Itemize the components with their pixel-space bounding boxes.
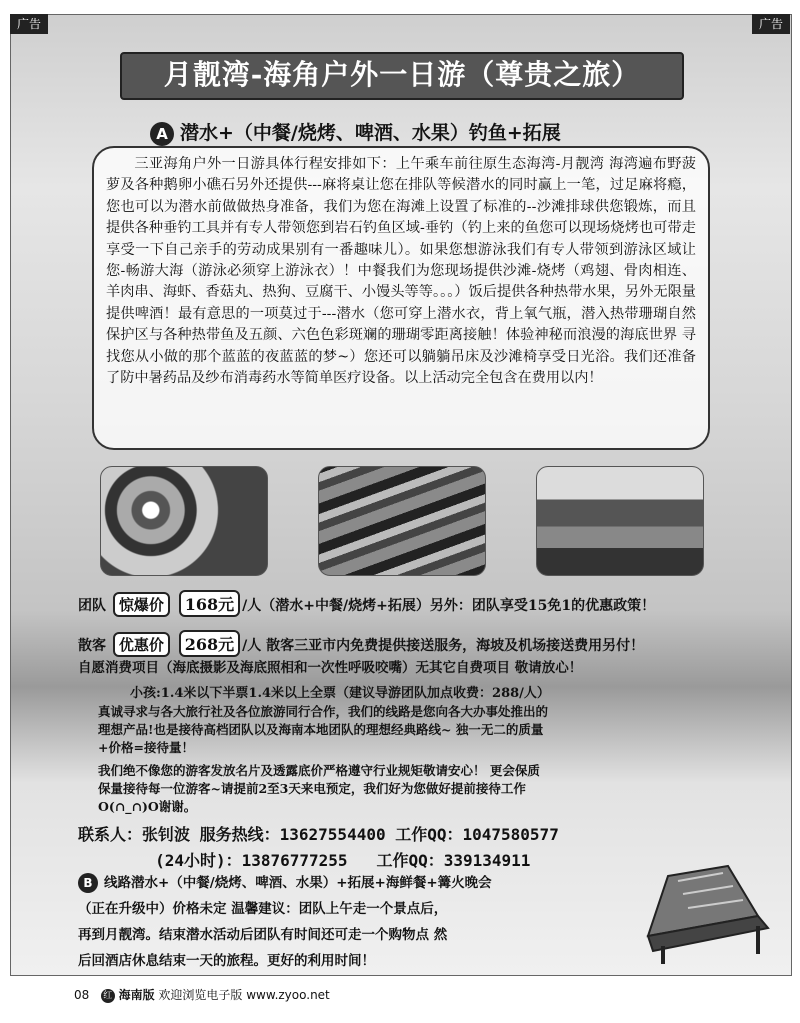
section-b	[78, 870, 492, 974]
partner-line-2: 理想产品!也是接待高档团队以及海南本地团队的理想经典路线~ 独一无二的质量	[98, 722, 544, 737]
edition-label: 海南版	[118, 988, 155, 1002]
bay-coast-photo	[536, 466, 704, 576]
partner-line-1: 真诚寻求与各大旅行社及各位旅游同行合作，我们的线路是您向各大办事处推出的	[98, 704, 549, 719]
section-b-line-4: 后回酒店休息结束一天的旅程。更好的利用时间！	[78, 953, 375, 969]
group-price-badge: 惊爆价	[113, 592, 170, 617]
section-b-line-1: 线路潜水+（中餐/烧烤、啤酒、水果）+拓展+海鲜餐+篝火晚会	[104, 875, 492, 891]
partner-line-6: O(∩_∩)O谢谢。	[98, 799, 197, 814]
walkin-price-badge: 优惠价	[113, 632, 170, 657]
coral-fish-photo	[100, 466, 268, 576]
newspaper-logo-icon: 红	[101, 989, 115, 1003]
beach-chair-icon	[608, 856, 778, 966]
page-title: 月靓湾-海角户外一日游（尊贵之旅）	[120, 52, 684, 100]
children-pricing: 小孩:1.4米以下半票1.4米以上全票（建议导游团队加点收费：288/人）	[130, 686, 550, 701]
contact-line-1: 联系人：张钊波 服务热线：13627554400 工作QQ：1047580577	[78, 825, 559, 844]
itinerary-description: 三亚海角户外一日游具体行程安排如下：上午乘车前往原生态海湾-月靓湾 海湾遍布野菠萝及各种鹅卵小礁石另外还提供---麻将桌让您在排队等候潜水的同时赢上一笔，过足麻将瘾，您也可以为潜水前做做热身准备，我们为您在海滩上设置了标准的--沙滩排球供您锻炼，而且提供各种垂钓工具并有专人带领您到岩石钓鱼区域-垂钓（钓上来的鱼您可以现场烧烤也可带走享受一下自己亲手的劳动成果别有一番趣味儿）。如果您想游泳我们有专人带领到游泳区域让您-畅游大海（游泳必须穿上游泳衣）！中餐我们为您现场提供沙滩-烧烤（鸡翅、骨肉相连、羊肉串、海虾、香菇丸、热狗、豆腐干、小馒头等等。。。）饭后提供各种热带水果，另外无限量提供啤酒！最有意思的一项莫过于---潜水（您可穿上潜水衣，背上氧气瓶，潜入热带珊瑚自然保护区与各种热带鱼及五颜、六色色彩斑斓的珊瑚零距离接触！体验神秘而浪漫的海底世界 寻找您从小做的那个蓝蓝的夜蓝蓝的梦~）您还可以躺躺吊床及沙滩椅享受日光浴。我们还准备了防中暑药品及纱布消毒药水等简单医疗设备。以上活动完全包含在费用以内！	[92, 146, 710, 450]
page-number: 08	[74, 988, 90, 1002]
section-a-badge: A	[150, 122, 174, 146]
partner-line-5: 保量接待每一位游客~请提前2至3天来电预定，我们好为您做好提前接待工作	[98, 781, 526, 796]
group-price: 168元	[179, 590, 240, 617]
bbq-skewers-photo	[318, 466, 486, 576]
walkin-price: 268元	[179, 630, 240, 657]
section-a-heading	[150, 118, 561, 146]
walkin-price-row: 散客 优惠价 268元 /人 散客三亚市内免费提供接送服务，海坡及机场接送费用另付！	[78, 630, 644, 657]
group-price-row: 团队 惊爆价 168元 /人（潜水+中餐/烧烤+拓展）另外：团队享受15免1的优惠政策！	[78, 590, 655, 617]
section-b-line-2: （正在升级中）价格未定 温馨建议：团队上午走一个景点后，	[78, 901, 448, 917]
section-b-line-3: 再到月靓湾。结束潜水活动后团队有时间还可走一个购物点 然	[78, 927, 448, 943]
section-a-text: 潜水+（中餐/烧烤、啤酒、水果）钓鱼+拓展	[180, 122, 561, 144]
section-b-badge: B	[78, 873, 98, 893]
partner-line-3: +价格=接待量！	[98, 740, 194, 755]
footer-url-text: 欢迎浏览电子版 www.zyoo.net	[158, 988, 330, 1002]
ad-tag-right: 广告	[752, 14, 790, 34]
contact-line-2: (24小时)：13876777255 工作QQ：339134911	[78, 851, 531, 870]
optional-items: 自愿消费项目（海底摄影及海底照相和一次性呼吸咬嘴）无其它自费项目 敬请放心！	[78, 660, 583, 676]
ad-tag-left: 广告	[10, 14, 48, 34]
partner-line-4: 我们绝不像您的游客发放名片及透露底价严格遵守行业规矩敬请安心！ 更会保质	[98, 763, 540, 778]
footer	[74, 986, 330, 1003]
